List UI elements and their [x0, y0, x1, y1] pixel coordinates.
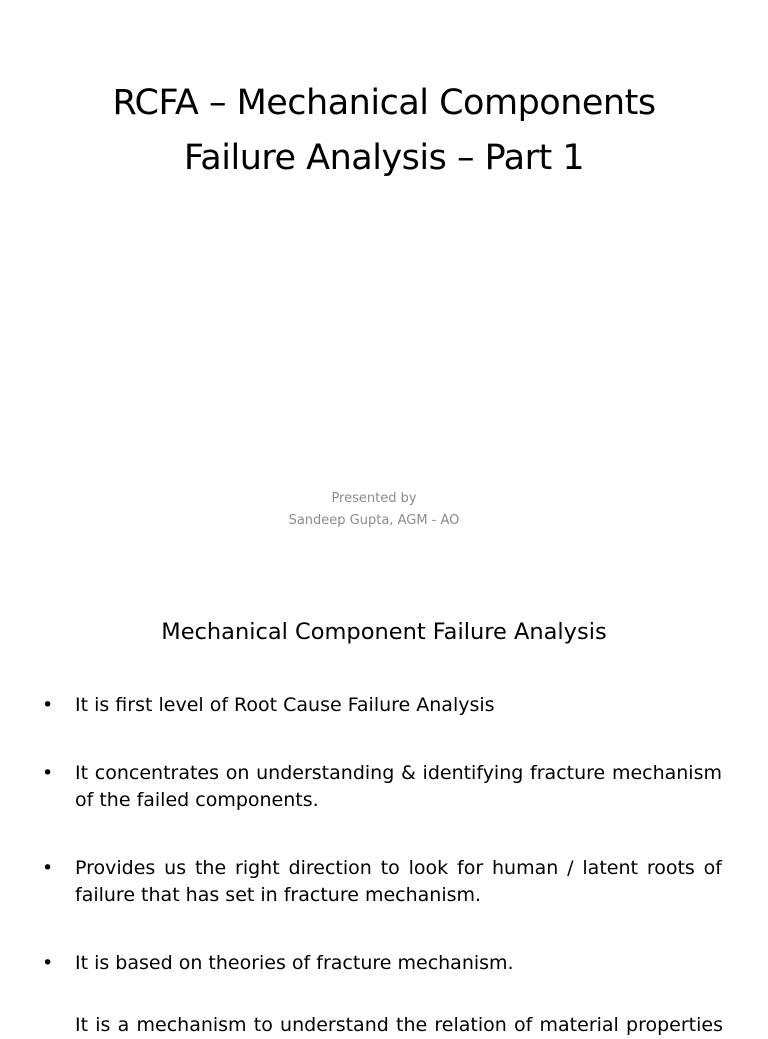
presented-by-label: Presented by: [331, 491, 417, 506]
bullet-text: Provides us the right direction to look for human / latent roots of failure that has set in fracture mechanism.: [75, 857, 722, 906]
bullet-icon: •: [42, 857, 54, 879]
presenter-block: [0, 488, 748, 532]
bullet-icon: •: [42, 762, 54, 784]
slide2-title: Mechanical Component Failure Analysis: [161, 619, 607, 645]
bullet-icon: •: [42, 952, 54, 974]
bullet-text: It concentrates on understanding & identifying fracture mechanism of the failed components.: [75, 762, 722, 811]
bullet-list: [42, 692, 722, 1018]
list-item: [42, 950, 722, 977]
partial-bullet-text: It is a mechanism to understand the relation of material properties: [75, 1014, 723, 1036]
bullet-text: It is first level of Root Cause Failure Analysis: [75, 694, 495, 716]
list-item: [42, 855, 722, 909]
title-line-2: Failure Analysis – Part 1: [183, 138, 585, 178]
title-line-1: RCFA – Mechanical Components: [112, 83, 656, 123]
list-item: [42, 760, 722, 814]
slide1-title: [0, 76, 768, 186]
presenter-name: Sandeep Gupta, AGM - AO: [288, 513, 460, 528]
bullet-icon: •: [42, 694, 54, 716]
bullet-text: It is based on theories of fracture mechanism.: [75, 952, 514, 974]
list-item: [42, 692, 722, 719]
